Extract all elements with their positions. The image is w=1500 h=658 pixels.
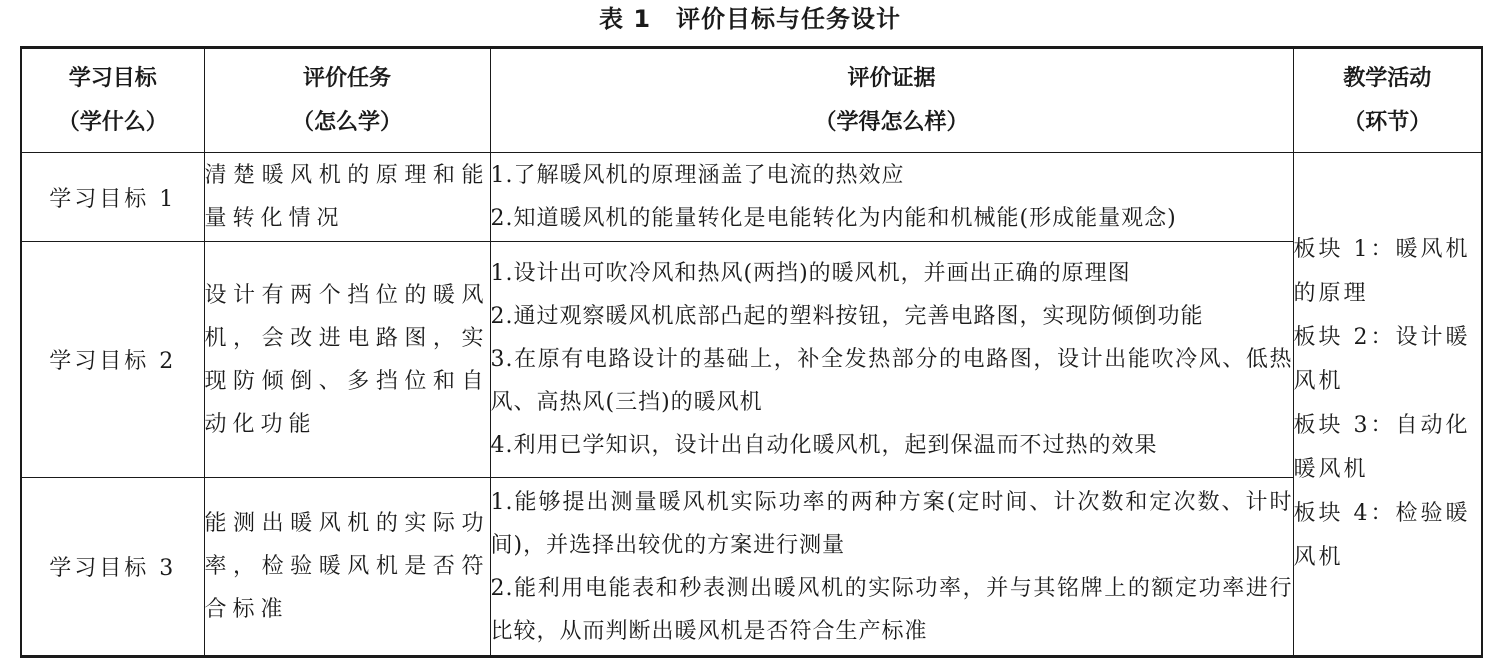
- header-goal-subtitle: （学什么）: [57, 109, 168, 135]
- header-activity-subtitle: （环节）: [1343, 109, 1432, 135]
- evidence-cell: [490, 153, 1293, 242]
- header-activity: [1293, 48, 1482, 153]
- header-evidence-title: 评价证据: [847, 65, 936, 91]
- header-goal-title: 学习目标: [68, 65, 157, 91]
- evidence-item: 3.在原有电路设计的基础上，补全发热部分的电路图，设计出能吹冷风、低热风、高热风(三挡)的暖风机: [490, 347, 1293, 415]
- evidence-item: 1.了解暖风机的原理涵盖了电流的热效应: [490, 163, 905, 188]
- evidence-item: 2.能利用电能表和秒表测出暖风机的实际功率，并与其铭牌上的额定功率进行比较，从而判断出暖风机是否符合生产标准: [490, 575, 1293, 644]
- header-task: [204, 48, 490, 153]
- table-row: [21, 153, 1482, 242]
- evidence-item: 2.通过观察暖风机底部凸起的塑料按钮，完善电路图，实现防倾倒功能: [490, 304, 1204, 329]
- header-evidence-subtitle: （学得怎么样）: [814, 109, 969, 135]
- goal-cell: 学习目标 3: [21, 478, 204, 657]
- activity-item: 板块 2：设计暖风机: [1293, 325, 1471, 394]
- table-row: [21, 478, 1482, 657]
- task-cell: 能测出暖风机的实际功率，检验暖风机是否符合标准: [204, 478, 490, 657]
- task-cell: 清楚暖风机的原理和能量转化情况: [204, 153, 490, 242]
- activity-item: 板块 1：暖风机的原理: [1293, 237, 1471, 306]
- goal-cell: 学习目标 2: [21, 242, 204, 478]
- evidence-item: 1.能够提出测量暖风机实际功率的两种方案(定时间、计次数和定次数、计时间)，并选择出较优的方案进行测量: [490, 489, 1293, 558]
- evidence-cell: [490, 478, 1293, 657]
- header-row: [21, 48, 1482, 153]
- header-goal: [21, 48, 204, 153]
- activity-item: 板块 4：检验暖风机: [1293, 501, 1471, 570]
- task-cell: 设计有两个挡位的暖风机，会改进电路图，实现防倾倒、多挡位和自动化功能: [204, 242, 490, 478]
- activity-cell: [1293, 153, 1482, 657]
- evidence-item: 2.知道暖风机的能量转化是电能转化为内能和机械能(形成能量观念): [490, 206, 1177, 231]
- evaluation-table: [20, 46, 1483, 658]
- goal-cell: 学习目标 1: [21, 153, 204, 242]
- header-task-title: 评价任务: [302, 65, 391, 91]
- evidence-item: 4.利用已学知识，设计出自动化暖风机，起到保温而不过热的效果: [490, 433, 1158, 458]
- evidence-cell: [490, 242, 1293, 478]
- header-task-subtitle: （怎么学）: [291, 109, 402, 135]
- activity-item: 板块 3：自动化暖风机: [1293, 413, 1471, 482]
- header-activity-title: 教学活动: [1343, 65, 1432, 91]
- header-evidence: [490, 48, 1293, 153]
- table-caption: 表 1 评价目标与任务设计: [598, 5, 902, 33]
- table-row: [21, 242, 1482, 478]
- evidence-item: 1.设计出可吹冷风和热风(两挡)的暖风机，并画出正确的原理图: [490, 261, 1131, 286]
